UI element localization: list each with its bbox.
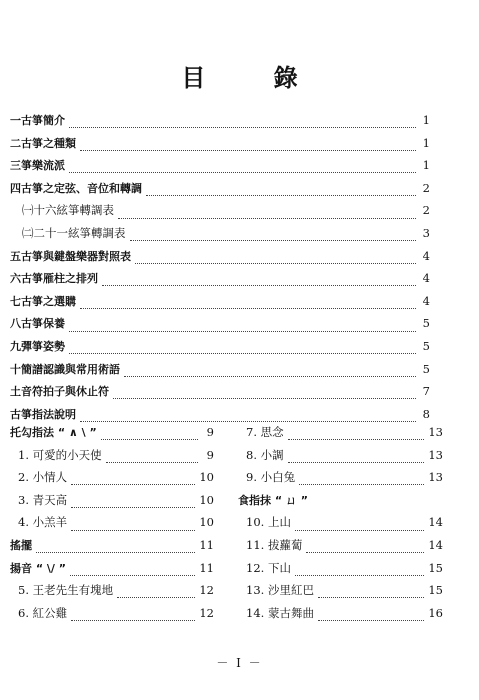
toc-entry [10, 424, 214, 447]
dot-leader [70, 566, 195, 576]
toc-entry-page: 10 [199, 470, 214, 485]
toc-entry-page: 10 [199, 492, 214, 507]
dot-leader [71, 521, 195, 531]
page-title: 目 錄 [181, 64, 328, 92]
toc-entry-label: 搖擺 [10, 538, 32, 552]
toc-entry-page: 8 [422, 406, 430, 421]
dot-leader [124, 367, 416, 377]
toc-entry-label: 九彈箏姿勢 [10, 339, 65, 353]
toc-entry-label: 6. 紅公雞 [18, 605, 68, 620]
toc-entry-page: 4 [422, 248, 430, 263]
dot-leader [118, 209, 416, 219]
toc-entry-label: 14. 蒙古舞曲 [246, 605, 314, 620]
dot-leader [306, 543, 424, 553]
toc-entry-page: 14 [428, 515, 443, 530]
dot-leader [288, 453, 425, 463]
toc-entry [238, 447, 443, 470]
toc-entry [10, 605, 214, 628]
toc-list [10, 112, 430, 428]
toc-entry-label: 10. 上山 [246, 515, 291, 530]
toc-entry-page: 1 [422, 158, 430, 173]
toc-entry-label: 食指抹 “ ㄩ ” [238, 493, 308, 507]
dot-leader [318, 611, 424, 621]
dot-leader [113, 389, 416, 399]
dot-leader [69, 322, 416, 332]
toc-entry [10, 383, 430, 406]
toc-entry [10, 293, 430, 316]
dot-leader [71, 498, 195, 508]
toc-entry-label: 古箏指法說明 [10, 407, 76, 421]
toc-entry-page: 5 [422, 361, 430, 376]
toc-entry-label: 三箏樂流派 [10, 159, 65, 173]
toc-entry-label: 11. 拔蘿蔔 [246, 537, 303, 552]
toc-entry-page: 5 [422, 316, 430, 331]
dot-leader [106, 453, 198, 463]
toc-entry [238, 560, 443, 583]
toc-entry [238, 469, 443, 492]
toc-entry [10, 135, 430, 158]
dot-leader [295, 566, 424, 576]
toc-entry-label: ㈠十六絃箏轉調表 [22, 203, 114, 218]
dot-leader [80, 412, 416, 422]
toc-entry-label: 揚音 “ \/ ” [10, 561, 66, 575]
toc-entry-label: 7. 思念 [246, 425, 284, 439]
dot-leader [71, 475, 195, 485]
toc-entry [10, 514, 214, 537]
toc-entry-label: 8. 小調 [246, 447, 284, 462]
toc-entry [238, 424, 443, 447]
toc-entry [238, 537, 443, 560]
toc-entry [10, 560, 214, 583]
toc-entry-label: 七古箏之選購 [10, 294, 76, 308]
toc-entry-label: 1. 可愛的小天使 [18, 447, 102, 462]
dot-leader [135, 254, 416, 264]
toc-entry-page: 1 [422, 113, 430, 127]
toc-entry [10, 157, 430, 180]
toc-entry-page: 13 [428, 425, 443, 439]
toc-entry [10, 338, 430, 361]
toc-entry-page: 13 [428, 470, 443, 485]
toc-entry-page: 13 [428, 447, 443, 462]
toc-entry-label: ㈡二十一絃箏轉調表 [22, 225, 126, 240]
page-number-footer: － I － [216, 656, 263, 670]
toc-entry-page: 16 [428, 605, 443, 620]
toc-entry-page: 2 [422, 180, 430, 195]
dot-leader [101, 430, 198, 440]
toc-entry-page: 4 [422, 271, 430, 286]
dot-leader [102, 276, 416, 286]
toc-entry-label: 4. 小羔羊 [18, 515, 68, 530]
toc-entry [10, 225, 430, 248]
toc-entry-label: 八古箏保養 [10, 317, 65, 331]
toc-entry-page: 9 [206, 447, 214, 462]
toc-entry [238, 492, 443, 515]
dot-leader [299, 475, 424, 485]
toc-entry-label: 二古箏之種類 [10, 136, 76, 150]
toc-entry-label: 2. 小情人 [18, 470, 68, 485]
toc-entry-label: 六古箏雁柱之排列 [10, 272, 98, 286]
toc-entry [238, 605, 443, 628]
dot-leader [80, 141, 416, 151]
toc-entry-label: 9. 小白兔 [246, 470, 296, 485]
toc-entry-page: 2 [422, 203, 430, 218]
toc-entry [10, 537, 214, 560]
toc-entry [10, 112, 430, 135]
toc-entry [10, 469, 214, 492]
dot-leader [146, 186, 416, 196]
dot-leader [71, 611, 195, 621]
toc-entry [10, 361, 430, 384]
toc-entry-label: 一古箏簡介 [10, 114, 65, 127]
dot-leader [80, 299, 416, 309]
toc-entry [10, 270, 430, 293]
toc-entry-page: 12 [199, 605, 214, 620]
toc-entry [10, 447, 214, 470]
toc-entry-page: 4 [422, 293, 430, 308]
toc-entry-label: 土音符拍子與休止符 [10, 385, 109, 399]
toc-entry-label: 十簡譜認識與常用術語 [10, 362, 120, 376]
toc-entry-page: 15 [428, 560, 443, 575]
dot-leader [69, 163, 416, 173]
toc-entry [238, 582, 443, 605]
toc-entry-page: 11 [199, 537, 214, 552]
dot-leader [318, 588, 424, 598]
toc-entry-label: 5. 王老先生有塊地 [18, 583, 114, 598]
toc-entry-page: 10 [199, 515, 214, 530]
toc-right-column [238, 424, 443, 627]
toc-entry-label: 托勾指法 “ ∧ \ ” [10, 426, 97, 439]
toc-left-column [10, 424, 214, 627]
dot-leader [36, 543, 195, 553]
toc-entry-page: 9 [206, 425, 214, 439]
toc-entry-label: 3. 青天高 [18, 492, 68, 507]
toc-entry-page: 1 [422, 135, 430, 150]
dot-leader [69, 344, 416, 354]
toc-entry-page: 15 [428, 583, 443, 598]
toc-entry [10, 582, 214, 605]
toc-entry [10, 202, 430, 225]
toc-entry-page: 12 [199, 583, 214, 598]
toc-entry-page: 7 [422, 384, 430, 399]
toc-entry-label: 四古箏之定弦、音位和轉調 [10, 181, 142, 195]
dot-leader [288, 430, 425, 440]
toc-entry-label: 12. 下山 [246, 560, 291, 575]
dot-leader [295, 521, 424, 531]
toc-entry-label: 13. 沙里紅巴 [246, 583, 314, 598]
toc-entry [10, 180, 430, 203]
toc-entry-label: 五古箏與鍵盤樂器對照表 [10, 249, 131, 263]
toc-entry [10, 492, 214, 515]
toc-entry-page: 5 [422, 338, 430, 353]
dot-leader [130, 231, 417, 241]
toc-entry [10, 315, 430, 338]
toc-entry [238, 514, 443, 537]
toc-entry [10, 248, 430, 271]
toc-entry-page: 11 [199, 560, 214, 575]
toc-entry-page: 14 [428, 537, 443, 552]
dot-leader [117, 588, 195, 598]
dot-leader [69, 118, 416, 128]
toc-entry-page: 3 [422, 225, 430, 240]
